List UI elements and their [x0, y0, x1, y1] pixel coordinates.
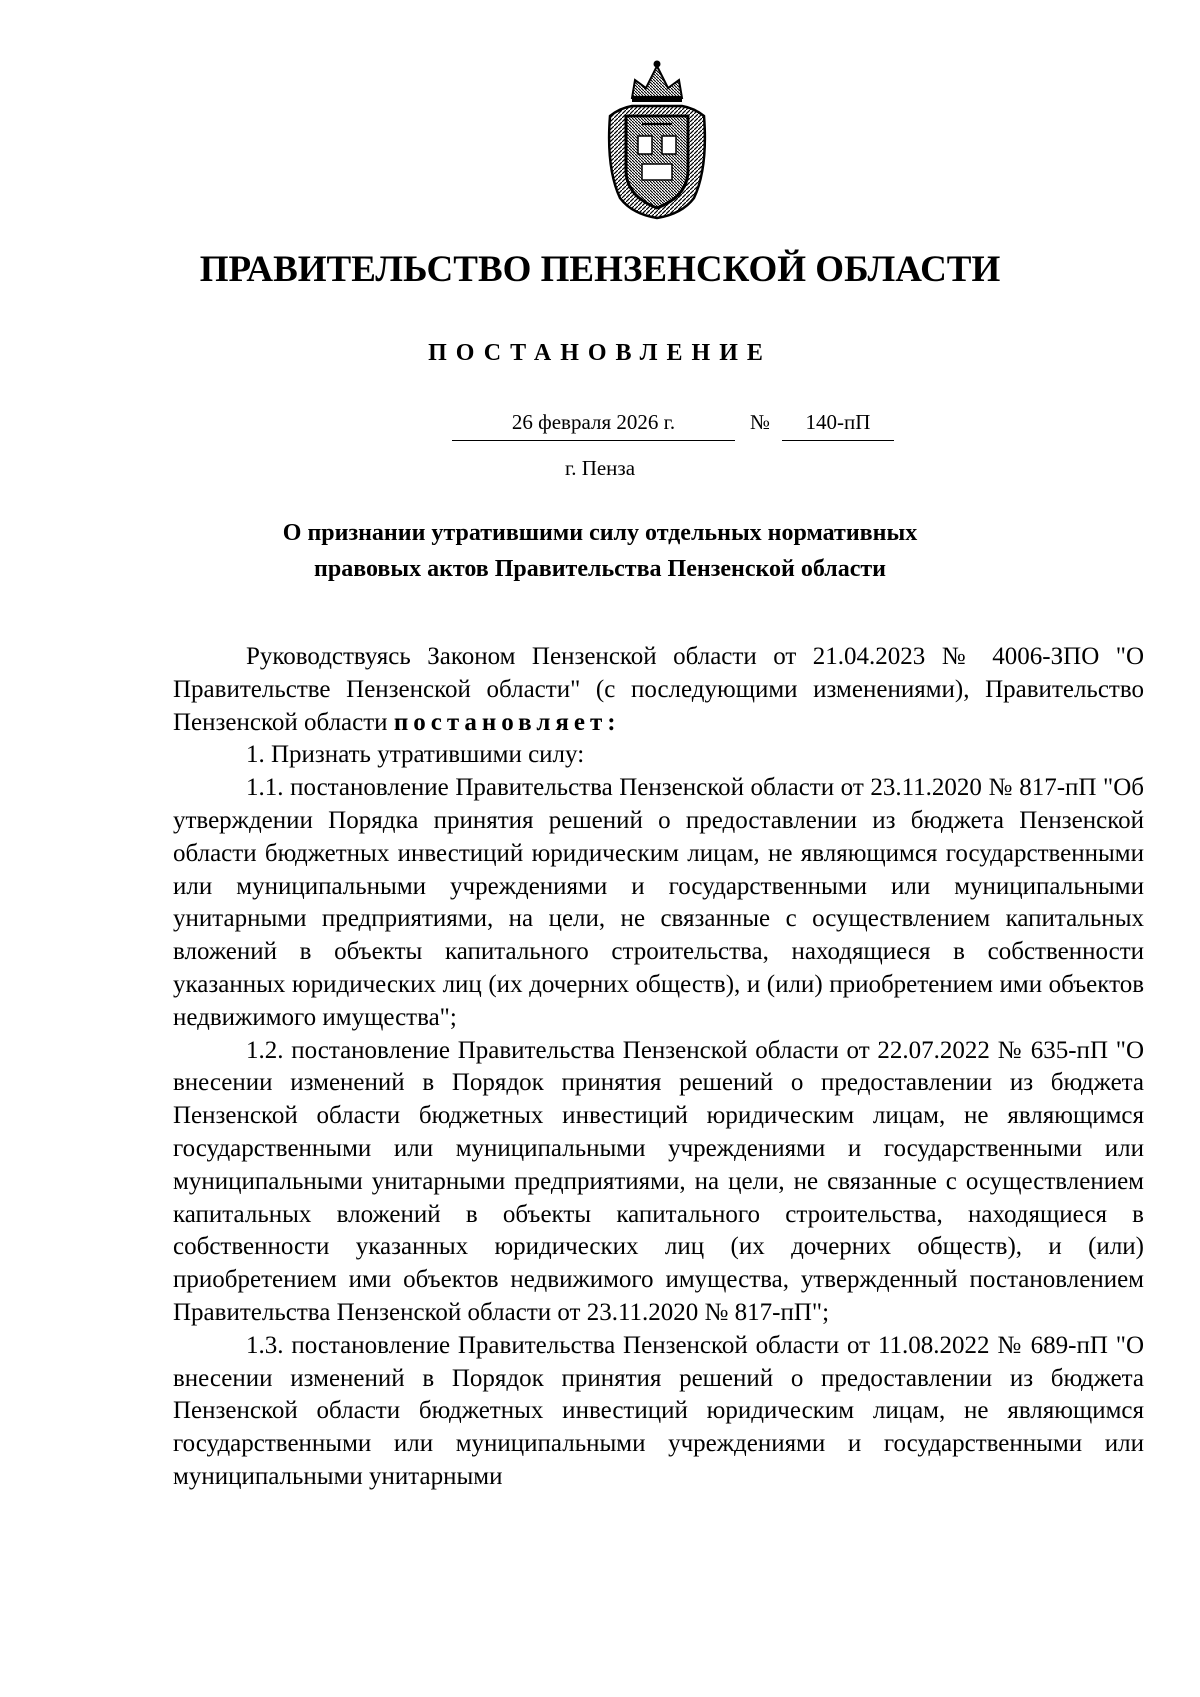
- subject-line-2: правовых актов Правительства Пензенской области: [314, 556, 886, 582]
- item-1-2: 1.2. постановление Правительства Пензенской области от 22.07.2022 № 635-пП "О внесении изменений в Порядок принятия решений о предоставлении из бюджета Пензенской области бюджетных инвестиций юридическим лицам, не являющимся государственными или муниципальными учреждениями и государственными или муниципальными унитарными предприятиями, на цели, не связанные с осуществлением капитальных вложений в объекты капитального строительства, находящиеся в собственности указанных юридических лиц (их дочерних обществ), и (или) приобретением ими объектов недвижимого имущества, утвержденный постановлением Правительства Пензенской области от 23.11.2020 № 817-пП";: [173, 1036, 1144, 1326]
- document-date: 26 февраля 2026 г.: [452, 404, 735, 441]
- document-number: 140-пП: [782, 404, 894, 441]
- document-city: г. Пенза: [564, 456, 636, 480]
- subject-line-1: О признании утратившими силу отдельных нормативных: [282, 520, 918, 546]
- item-1-3: 1.3. постановление Правительства Пензенской области от 11.08.2022 № 689-пП "О внесении изменений в Порядок принятия решений о предоставлении из бюджета Пензенской области бюджетных инвестиций юридическим лицам, не являющимся государственными или муниципальными учреждениями и государственными или муниципальными унитарными: [173, 1331, 1144, 1490]
- coat-of-arms-emblem-icon: [602, 58, 712, 220]
- number-sign: №: [749, 410, 771, 434]
- organization-title: ПРАВИТЕЛЬСТВО ПЕНЗЕНСКОЙ ОБЛАСТИ: [199, 249, 1001, 290]
- document-body: [173, 641, 1144, 1494]
- preamble-text: Руководствуясь Законом Пензенской области от 21.04.2023 № 4006-ЗПО "О Правительстве Пензенской области" (с последующими изменениями), Правительство Пензенской области: [173, 643, 1144, 736]
- document-subject: [0, 515, 1200, 587]
- decides-text: постановляет:: [393, 708, 621, 736]
- item-1: 1. Признать утратившими силу:: [246, 741, 585, 769]
- document-type: ПОСТАНОВЛЕНИЕ: [428, 340, 772, 366]
- date-number-line: [452, 404, 894, 440]
- item-1-1: 1.1. постановление Правительства Пензенской области от 23.11.2020 № 817-пП "Об утверждении Порядка принятия решений о предоставлении из бюджета Пензенской области бюджетных инвестиций юридическим лицам, не являющимся государственными или муниципальными учреждениями и государственными или муниципальными унитарными предприятиями, на цели, не связанные с осуществлением капитальных вложений в объекты капитального строительства, находящиеся в собственности указанных юридических лиц (их дочерних обществ), и (или) приобретением ими объектов недвижимого имущества";: [173, 774, 1144, 1031]
- preamble-paragraph: [173, 641, 1144, 739]
